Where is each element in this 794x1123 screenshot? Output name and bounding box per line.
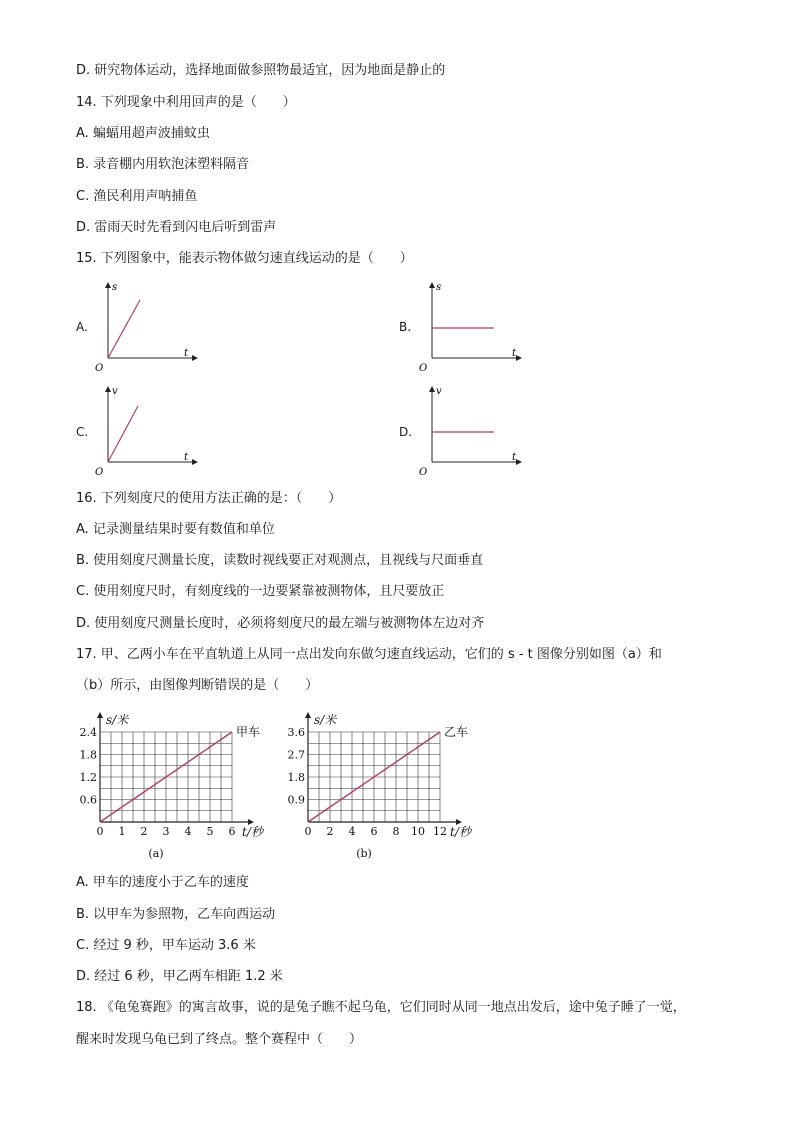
q15-graph-c <box>92 384 202 480</box>
y-arrow-icon <box>429 282 435 288</box>
chart-caption: (b) <box>356 847 372 860</box>
x-tick-label: 1 <box>118 825 126 838</box>
y-tick-label: 1.8 <box>79 748 97 762</box>
q17-stem-line2: （b）所示，由图像判断错误的是（ ） <box>76 678 319 693</box>
y-axis-label: s/米 <box>106 713 129 727</box>
series-label: 甲车 <box>236 725 261 739</box>
x-tick-label: 2 <box>140 825 148 838</box>
origin-label: O <box>95 363 104 374</box>
q14-option-a: A. 蝙蝠用超声波捕蚊虫 <box>76 126 210 141</box>
x-tick-label: 3 <box>162 825 170 838</box>
q17-option-b: B. 以甲车为参照物，乙车向西运动 <box>76 907 276 922</box>
q15-label-b: B. <box>399 320 412 334</box>
x-axis-label: t/秒 <box>242 825 263 839</box>
x-arrow-icon <box>516 355 522 361</box>
y-arrow-icon <box>429 386 435 392</box>
q15-stem: 15. 下列图象中，能表示物体做匀速直线运动的是（ ） <box>76 251 413 266</box>
q18-stem-line1: 18. 《龟兔赛跑》的寓言故事，说的是兔子瞧不起乌龟，它们同时从同一地点出发后，途中兔子睡了一觉， <box>76 1000 686 1015</box>
origin-label: O <box>419 467 428 478</box>
x-tick-label: 4 <box>348 825 356 838</box>
x-arrow-icon <box>192 355 198 361</box>
y-tick-label: 2.4 <box>79 726 97 739</box>
q14-stem: 14. 下列现象中利用回声的是（ ） <box>76 95 296 110</box>
y-tick-label: 0.6 <box>79 793 97 807</box>
q15-label-d: D. <box>399 425 413 439</box>
q14-option-d: D. 雷雨天时先看到闪电后听到雷声 <box>76 220 277 235</box>
q17-stem-line1: 17. 甲、乙两小车在平直轨道上从同一点出发向东做匀速直线运动，它们的 s - t 图像分别如图（a）和 <box>76 647 662 662</box>
q15-graph-d <box>416 384 526 480</box>
chart-caption: (a) <box>148 847 164 860</box>
y-tick-label: 2.7 <box>287 748 305 762</box>
x-tick-label: 2 <box>326 825 334 838</box>
q13-option-d: D. 研究物体运动，选择地面做参照物最适宜，因为地面是静止的 <box>76 63 446 78</box>
axis-label-t: t <box>512 348 517 359</box>
x-arrow-icon <box>516 459 522 465</box>
q16-option-a: A. 记录测量结果时要有数值和单位 <box>76 522 275 537</box>
q16-option-b: B. 使用刻度尺测量长度，读数时视线要正对观测点，且视线与尺面垂直 <box>76 553 484 568</box>
plot-line <box>108 300 140 358</box>
x-tick-label: 6 <box>370 825 378 838</box>
axis-label-t: t <box>512 452 517 463</box>
y-arrow-icon <box>97 712 103 718</box>
y-tick-label: 1.2 <box>79 771 97 784</box>
q15-graph-b <box>416 280 526 376</box>
x-tick-label: 10 <box>411 825 425 838</box>
x-arrow-icon <box>192 459 198 465</box>
series-label: 乙车 <box>444 725 469 739</box>
x-tick-label: 6 <box>228 825 236 838</box>
q17-chart-b <box>278 705 493 865</box>
x-tick-label: 4 <box>184 825 192 838</box>
q15-graph-a <box>92 280 202 376</box>
q17-option-d: D. 经过 6 秒，甲乙两车相距 1.2 米 <box>76 969 283 984</box>
y-arrow-icon <box>105 282 111 288</box>
q16-option-c: C. 使用刻度尺时，有刻度线的一边要紧靠被测物体，且尺要放正 <box>76 584 445 599</box>
origin-label: O <box>95 467 104 478</box>
y-tick-label: 0.9 <box>287 793 305 807</box>
q14-option-c: C. 渔民利用声呐捕鱼 <box>76 189 198 204</box>
y-arrow-icon <box>105 386 111 392</box>
q17-option-a: A. 甲车的速度小于乙车的速度 <box>76 875 249 890</box>
q17-option-c: C. 经过 9 秒，甲车运动 3.6 米 <box>76 938 256 953</box>
y-tick-label: 3.6 <box>287 726 305 739</box>
axis-label-t: t <box>184 452 189 463</box>
y-tick-label: 1.8 <box>287 771 305 784</box>
x-axis-label: t/秒 <box>450 825 471 839</box>
y-axis-label: s/米 <box>314 713 337 727</box>
plot-line <box>108 406 138 462</box>
x-tick-label: 12 <box>433 825 447 838</box>
x-tick-label: 5 <box>206 825 214 838</box>
y-arrow-icon <box>305 712 311 718</box>
origin-label: O <box>419 363 428 374</box>
axis-label-v: v <box>112 386 118 397</box>
axis-label-s: s <box>436 282 442 293</box>
q18-stem-line2: 醒来时发现乌龟已到了终点。整个赛程中（ ） <box>76 1032 363 1047</box>
x-tick-label: 0 <box>96 825 104 838</box>
q16-stem: 16. 下列刻度尺的使用方法正确的是：（ ） <box>76 491 342 506</box>
q15-label-a: A. <box>76 320 88 334</box>
axis-label-s: s <box>112 282 118 293</box>
axis-label-t: t <box>184 348 189 359</box>
q17-chart-a <box>70 705 285 865</box>
x-tick-label: 8 <box>392 825 400 838</box>
q15-label-c: C. <box>76 425 89 439</box>
q14-option-b: B. 录音棚内用软泡沫塑料隔音 <box>76 157 250 172</box>
x-tick-label: 0 <box>304 825 312 838</box>
axis-label-v: v <box>436 386 442 397</box>
q16-option-d: D. 使用刻度尺测量长度时，必须将刻度尺的最左端与被测物体左边对齐 <box>76 616 485 631</box>
